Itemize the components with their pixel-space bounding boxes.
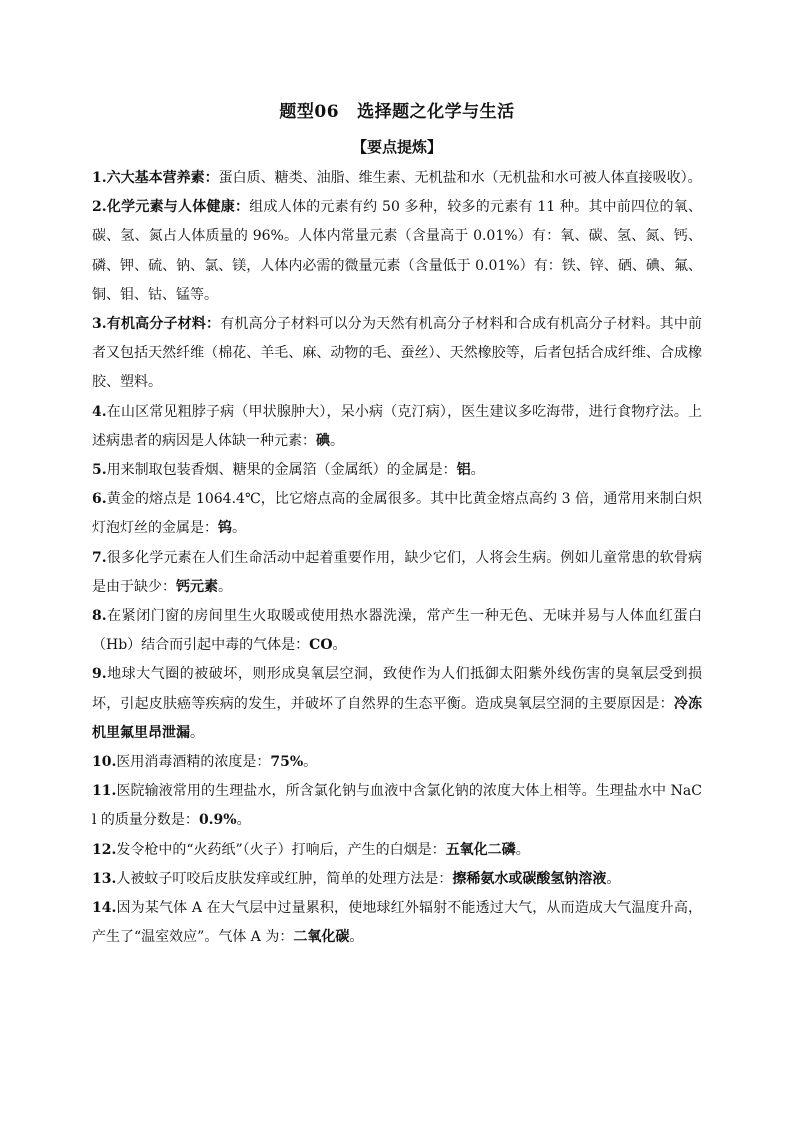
point-item bbox=[92, 660, 702, 748]
point-answer: 碘 bbox=[316, 432, 330, 449]
point-tail: 。 bbox=[232, 520, 246, 537]
point-item bbox=[92, 164, 702, 193]
points-list bbox=[92, 164, 702, 952]
point-number: 1. bbox=[92, 170, 107, 186]
title-code: 题型06 bbox=[279, 102, 340, 122]
point-item bbox=[92, 894, 702, 952]
point-answer: 五氧化二磷 bbox=[445, 841, 516, 858]
point-number: 12. bbox=[92, 841, 117, 858]
point-answer: CO bbox=[309, 637, 333, 654]
point-number: 4. bbox=[92, 403, 107, 420]
point-answer: 0.9% bbox=[198, 812, 237, 829]
title-text: 选择题之化学与生活 bbox=[357, 102, 515, 122]
point-body: 在紧闭门窗的房间里生火取暖或使用热水器洗澡，常产生一种无色、无味并易与人体血红蛋白（Hb）结合而引起中毒的气体是： bbox=[92, 608, 702, 654]
point-number: 5. bbox=[92, 462, 107, 479]
point-tail: 。 bbox=[606, 870, 621, 887]
point-tail: 。 bbox=[470, 462, 485, 479]
point-body: 人被蚊子叮咬后皮肤发痒或红肿，简单的处理方法是： bbox=[116, 870, 453, 887]
point-item bbox=[92, 602, 702, 660]
point-lead: 化学元素与人体健康： bbox=[106, 199, 250, 216]
point-item bbox=[92, 456, 702, 485]
point-body: 黄金的熔点是 1064.4℃，比它熔点高的金属很多。其中比黄金熔点高约 3 倍，通常用来制白炽灯泡灯丝的金属是： bbox=[92, 491, 702, 537]
point-item bbox=[92, 398, 702, 456]
point-body: 很多化学元素在人们生命活动中起着重要作用，缺少它们，人将会生病。例如儿童常患的软骨病是由于缺少： bbox=[92, 549, 702, 595]
point-number: 11. bbox=[92, 783, 117, 800]
point-number: 9. bbox=[92, 666, 107, 683]
point-item bbox=[92, 836, 702, 865]
point-body: 发令枪中的“火药纸”（火子）打响后，产生的白烟是： bbox=[116, 841, 446, 858]
point-tail: 。 bbox=[349, 929, 364, 946]
point-number: 7. bbox=[92, 549, 107, 566]
point-tail: 。 bbox=[303, 754, 318, 771]
point-tail: 。 bbox=[190, 724, 204, 741]
point-number: 14. bbox=[92, 900, 117, 917]
point-body: 在山区常见粗脖子病（甲状腺肿大），呆小病（克汀病），医生建议多吃海带，进行食物疗法。上述病患者的病因是人体缺一种元素： bbox=[92, 403, 702, 449]
point-item bbox=[92, 544, 702, 602]
point-tail: 。 bbox=[218, 578, 232, 595]
point-tail: 。 bbox=[515, 841, 530, 858]
point-lead: 六大基本营养素： bbox=[106, 170, 219, 186]
point-answer: 钙元素 bbox=[176, 578, 218, 595]
point-item bbox=[92, 748, 702, 777]
point-lead: 有机高分子材料： bbox=[106, 316, 221, 333]
point-number: 2. bbox=[92, 199, 107, 216]
point-number: 8. bbox=[92, 608, 107, 625]
section-heading: 【要点提炼】 bbox=[351, 138, 442, 156]
point-answer: 擦稀氨水或碳酸氢钠溶液 bbox=[452, 870, 607, 887]
point-answer: 二氧化碳 bbox=[293, 929, 350, 946]
point-number: 6. bbox=[92, 491, 107, 508]
point-tail: 。 bbox=[330, 432, 344, 449]
point-answer: 冷冻机里氟里昂泄漏 bbox=[92, 695, 703, 741]
point-body: 医院输液常用的生理盐水，所含氯化钠与血液中含氯化钠的浓度大体上相等。生理盐水中 NaCl 的质量分数是： bbox=[92, 783, 702, 829]
point-tail: 。 bbox=[332, 637, 347, 654]
point-item bbox=[92, 777, 702, 835]
page-title bbox=[92, 100, 702, 124]
point-item bbox=[92, 310, 702, 398]
point-body: 医用消毒酒精的浓度是： bbox=[116, 754, 271, 771]
point-tail: 。 bbox=[236, 812, 251, 829]
point-body: 用来制取包装香烟、糖果的金属箔（金属纸）的金属是： bbox=[106, 462, 457, 479]
point-item bbox=[92, 865, 702, 894]
point-answer: 钨 bbox=[218, 520, 232, 537]
point-body: 地球大气圈的被破坏，则形成臭氧层空洞，致使作为人们抵御太阳紫外线伤害的臭氧层受到损坏，引起皮肤癌等疾病的发生，并破坏了自然界的生态平衡。造成臭氧层空洞的主要原因是： bbox=[92, 666, 702, 712]
point-item bbox=[92, 193, 702, 310]
point-item bbox=[92, 485, 702, 543]
point-number: 10. bbox=[92, 754, 117, 771]
point-number: 3. bbox=[92, 316, 107, 333]
point-body: 蛋白质、糖类、油脂、维生素、无机盐和水（无机盐和水可被人体直接吸收）。 bbox=[218, 170, 702, 186]
point-body: 有机高分子材料可以分为天然有机高分子材料和合成有机高分子材料。其中前者又包括天然纤维（棉花、羊毛、麻、动物的毛、蚕丝）、天然橡胶等，后者包括合成纤维、合成橡胶、塑料。 bbox=[92, 316, 703, 391]
point-answer: 铝 bbox=[456, 462, 471, 479]
point-number: 13. bbox=[92, 870, 117, 887]
point-body: 因为某气体 A 在大气层中过量累积，使地球红外辐射不能透过大气，从而造成大气温度升高，产生了“温室效应”。气体 A 为： bbox=[92, 900, 702, 946]
point-body: 组成人体的元素有约 50 多种，较多的元素有 11 种。其中前四位的氧、碳、氢、氮占人体质量的 96%。人体内常量元素（含量高于 0.01%）有：氧、碳、氢、氮、钙、磷、钾、硫、钠、氯、镁，人体内必需的微量元素（含量低于 0.01%）有：铁、锌、硒、碘、氟、铜、钼、钴、锰等。 bbox=[92, 199, 702, 303]
point-answer: 75% bbox=[270, 754, 304, 771]
